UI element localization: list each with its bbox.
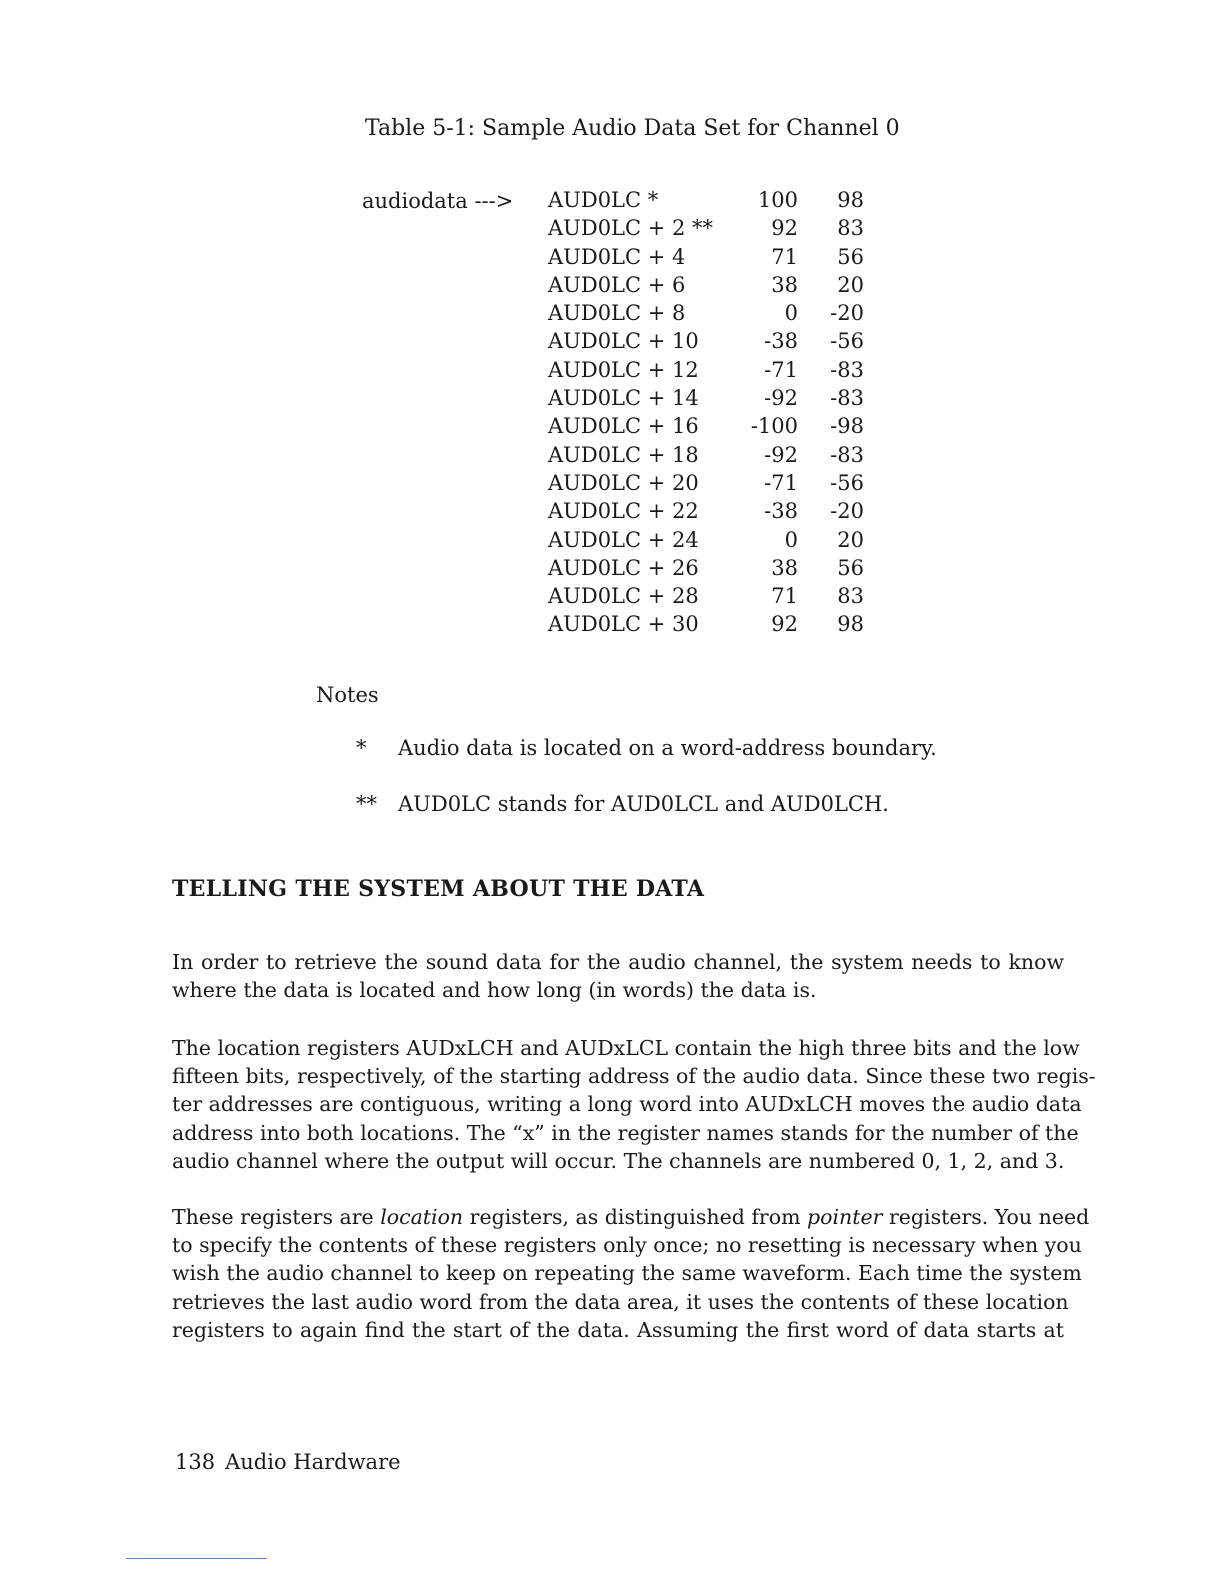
table-row [548, 526, 864, 554]
text-run: These registers are [172, 1205, 381, 1229]
table-row [548, 610, 864, 638]
emphasis-pointer: pointer [807, 1205, 883, 1229]
paragraph-line: wish the audio channel to keep on repeating the same waveform. Each time the system [172, 1261, 1082, 1286]
audio-data-table [548, 186, 864, 639]
value-cell: -92 [764, 386, 798, 411]
table-row [548, 214, 864, 242]
value-cell: 56 [837, 244, 864, 269]
notes-title: Notes [316, 683, 379, 707]
note-text: Audio data is located on a word-address boundary. [398, 736, 937, 760]
table-row [548, 469, 864, 497]
address-cell: AUD0LC + 30 [548, 612, 699, 637]
paragraph-line: ter addresses are contiguous, writing a long word into AUDxLCH moves the audio data [172, 1092, 1082, 1117]
table-row [548, 554, 864, 582]
address-cell: AUD0LC + 26 [548, 555, 699, 580]
address-cell: AUD0LC + 12 [548, 357, 699, 382]
paragraph-line: to specify the contents of these registers only once; no resetting is necessary when you [172, 1233, 1082, 1258]
value-cell: 71 [771, 244, 798, 269]
value-cell: 20 [837, 272, 864, 297]
value-cell: 83 [837, 216, 864, 241]
address-cell: AUD0LC + 2 ** [548, 216, 714, 241]
value-cell: 98 [837, 612, 864, 637]
paragraph-line [172, 1203, 1090, 1231]
paragraph-line: In order to retrieve the sound data for the audio channel, the system needs to know [172, 950, 1064, 974]
address-cell: AUD0LC + 4 [548, 244, 686, 269]
note-item [356, 736, 937, 760]
paragraph [172, 948, 1064, 1004]
value-cell: 38 [771, 555, 798, 580]
paragraph-line: The location registers AUDxLCH and AUDxLCL contain the high three bits and the low [172, 1036, 1080, 1060]
table-row [548, 412, 864, 440]
value-cell: -83 [830, 386, 864, 411]
table-row [548, 299, 864, 327]
address-cell: AUD0LC + 24 [548, 527, 699, 552]
value-cell: 71 [771, 584, 798, 609]
table-row [548, 582, 864, 610]
value-cell: -20 [830, 301, 864, 326]
table-title: Table 5-1: Sample Audio Data Set for Channel 0 [365, 116, 900, 141]
address-cell: AUD0LC + 28 [548, 584, 699, 609]
corner-rule [126, 1558, 267, 1559]
paragraph-line: retrieves the last audio word from the data area, it uses the contents of these location [172, 1289, 1069, 1314]
paragraph-line: fifteen bits, respectively, of the starting address of the audio data. Since these two regis- [172, 1064, 1096, 1089]
pointer-label: audiodata ---> [362, 189, 514, 213]
note-marker: ** [356, 792, 377, 816]
table-row [548, 271, 864, 299]
paragraph [172, 1203, 1090, 1344]
note-item [356, 792, 889, 816]
value-cell: -38 [764, 329, 798, 354]
value-cell: -100 [750, 414, 798, 439]
section-heading: TELLING THE SYSTEM ABOUT THE DATA [172, 876, 705, 902]
paragraph-line: where the data is located and how long (in words) the data is. [172, 978, 817, 1003]
text-run: registers, as distinguished from [463, 1205, 808, 1229]
value-cell: 0 [784, 527, 798, 552]
note-text: AUD0LC stands for AUD0LCL and AUD0LCH. [398, 792, 889, 816]
value-cell: 98 [837, 188, 864, 212]
value-cell: -71 [764, 357, 798, 382]
paragraph-line: audio channel where the output will occur. The channels are numbered 0, 1, 2, and 3. [172, 1148, 1065, 1173]
paragraph-line: address into both locations. The “x” in the register names stands for the number of the [172, 1120, 1079, 1145]
value-cell: -56 [830, 329, 864, 354]
value-cell: 92 [771, 612, 798, 637]
address-cell: AUD0LC + 14 [548, 386, 699, 411]
table-row [548, 186, 864, 214]
table-row [548, 441, 864, 469]
chapter-title: Audio Hardware [225, 1450, 401, 1474]
address-cell: AUD0LC + 20 [548, 470, 699, 495]
note-marker: * [356, 736, 367, 760]
text-run: registers. You need [882, 1205, 1090, 1229]
paragraph-line: registers to again find the start of the data. Assuming the first word of data starts at [172, 1317, 1064, 1342]
value-cell: 100 [757, 188, 798, 212]
table-row [548, 497, 864, 525]
value-cell: 92 [771, 216, 798, 241]
address-cell: AUD0LC + 10 [548, 329, 699, 354]
value-cell: -92 [764, 442, 798, 467]
value-cell: 83 [837, 584, 864, 609]
value-cell: -83 [830, 357, 864, 382]
table-row [548, 356, 864, 384]
address-cell: AUD0LC + 6 [548, 272, 686, 297]
value-cell: -71 [764, 470, 798, 495]
value-cell: 20 [837, 527, 864, 552]
table-row [548, 384, 864, 412]
value-cell: 0 [784, 301, 798, 326]
page-footer [175, 1450, 401, 1474]
value-cell: -83 [830, 442, 864, 467]
paragraph [172, 1034, 1096, 1175]
address-cell: AUD0LC + 18 [548, 442, 699, 467]
address-cell: AUD0LC + 22 [548, 499, 699, 524]
value-cell: -98 [830, 414, 864, 439]
address-cell: AUD0LC * [548, 188, 659, 212]
value-cell: 38 [771, 272, 798, 297]
address-cell: AUD0LC + 16 [548, 414, 699, 439]
value-cell: 56 [837, 555, 864, 580]
address-cell: AUD0LC + 8 [548, 301, 686, 326]
page-number: 138 [175, 1450, 216, 1474]
table-row [548, 243, 864, 271]
value-cell: -38 [764, 499, 798, 524]
value-cell: -56 [830, 470, 864, 495]
emphasis-location: location [380, 1205, 464, 1229]
value-cell: -20 [830, 499, 864, 524]
table-row [548, 327, 864, 355]
